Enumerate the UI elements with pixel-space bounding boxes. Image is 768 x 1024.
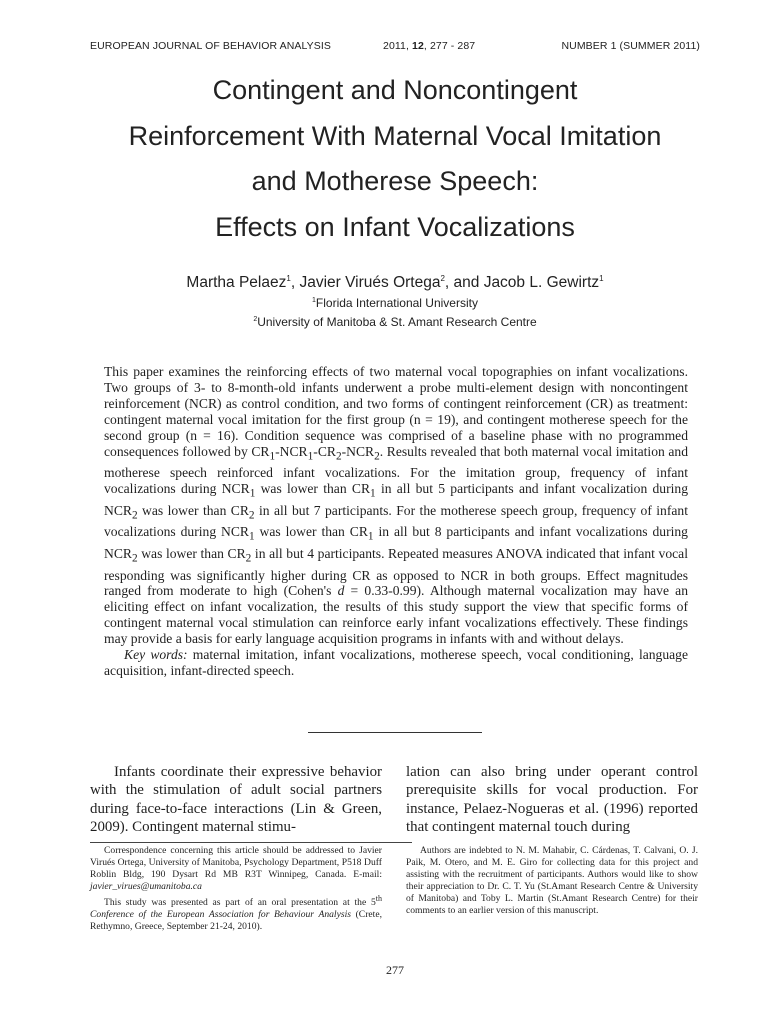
author-name: Jacob L. Gewirtz [483,274,600,292]
correspondence-note: Correspondence concerning this article should be addressed to Javier Virués Ortega, University of Manitoba, Psychology Department, P518 Duff Roblin Bldg, 190 Dysart Rd MB R3T Winnipeg, Canada. E-mail: javier_virues@umanitoba.ca [90,845,382,892]
body-column-right [406,763,698,837]
footnote-rule [90,842,412,843]
citation-year: 2011, [383,40,413,52]
footnotes-left [90,845,382,933]
section-divider [308,732,482,733]
affiliation-marker: 1 [312,297,316,304]
author-name: Javier Virués Ortega [299,274,441,292]
keywords-label: Key words: [124,647,188,663]
abstract-text: This paper examines the reinforcing effects of two maternal vocal topographies on infant vocalizations. Two groups of 3- to 8-month-old infants underwent a probe multi-element design with noncontingent reinforcement (NCR) as control condition, and two forms of contingent reinforcement (CR) as treatment: contingent maternal vocal imitation for the first group (n = 19), and contingent motherese speech for the second group (n = 16). Condition sequence was comprised of a baseline phase with no programmed consequences followed by $CR_1-NCR_1-CR_2-NCR_2$. Results revealed that both maternal vocal imitation and motherese speech reinforced infant vocalizations. For the imitation group, frequency of infant vocalizations during $NCR_1$ was lower than $CR_1$ in all but 5 participants and infant vocalization during $NCR_2$ was lower than $CR_2$ in all but 7 participants. For the motherese speech group, frequency of infant vocalizations during $NCR_1$ was lower than $CR_1$ in all but 8 participants and infant vocalizations during $NCR_2$ was lower than $CR_2$ in all but 4 participants. Repeated measures ANOVA indicated that infant vocal responding was significantly higher during CR as opposed to NCR in both groups. Effect magnitudes ranged from moderate to high (Cohen's d = 0.33-0.99). Although maternal vocalization may have an eliciting effect on infant vocalization, the results of this study support the view that specific forms of contingent maternal vocal stimulation can reinforce early infant vocalizations effectively. These findings may provide a basis for early language acquisition programs in infants with and without delays. [104,364,688,647]
author-separator: , and [444,274,484,292]
citation-pages: , 277 - 287 [423,40,476,52]
footnotes-right [406,845,698,916]
affiliation-text: Florida International University [315,296,478,310]
acknowledgment-note: Authors are indebted to N. M. Mahabir, C. Cárdenas, T. Calvani, O. J. Paik, M. Otero, and M. E. Giro for collecting data for this project and assisting with the recruitment of participants. Authors would like to show their appreciation to Dr. C. T. Yu (St.Amant Research Centre & University of Manitoba) and Toby L. Martin (St.Amant Research Centre) for their comments to an earlier version of this manuscript. [406,845,698,916]
keywords [104,647,688,679]
affiliation-marker: 1 [286,274,291,283]
body-paragraph: Infants coordinate their expressive behavior with the stimulation of adult social partners during face-to-face interactions (Lin & Green, 2009). Contingent maternal stimu- [90,764,382,836]
presentation-note: This study was presented as part of an oral presentation at the 5th Conference of the European Association for Behaviour Analysis (Crete, Rethymno, Greece, September 21-24, 2010). [90,893,382,932]
author-name: Martha Pelaez [186,274,287,292]
citation-volume: 12 [412,40,424,52]
affiliation-text: University of Manitoba & St. Amant Research Centre [257,315,537,329]
author-separator: , [290,274,300,292]
author-list [60,274,730,292]
affiliation [60,296,730,310]
keywords-list: maternal imitation, infant vocalizations, motherese speech, vocal conditioning, language acquisition, infant-directed speech. [104,647,689,678]
article-title [60,68,730,250]
running-header [90,40,700,56]
affiliation-marker: 2 [440,274,445,283]
body-column-left [90,763,382,837]
page-number: 277 [386,963,404,977]
correspondence-email: javier_virues@umanitoba.ca [90,880,202,892]
title-line: Reinforcement With Maternal Vocal Imitation [128,120,662,151]
affiliation-marker: 2 [253,316,258,323]
journal-citation [383,40,475,52]
title-line: Effects on Infant Vocalizations [215,211,575,242]
journal-issue: NUMBER 1 (SUMMER 2011) [561,40,700,52]
affiliation-marker: 1 [599,274,604,283]
affiliation [60,315,730,329]
abstract [104,364,688,679]
journal-name: EUROPEAN JOURNAL OF BEHAVIOR ANALYSIS [90,40,331,52]
title-line: and Motherese Speech: [251,166,539,196]
body-paragraph: lation can also bring under operant control prerequisite skills for vocal production. For instance, Pelaez-Nogueras et al. (1996) reported that contingent maternal touch during [406,764,698,836]
title-line: Contingent and Noncontingent [212,75,578,105]
